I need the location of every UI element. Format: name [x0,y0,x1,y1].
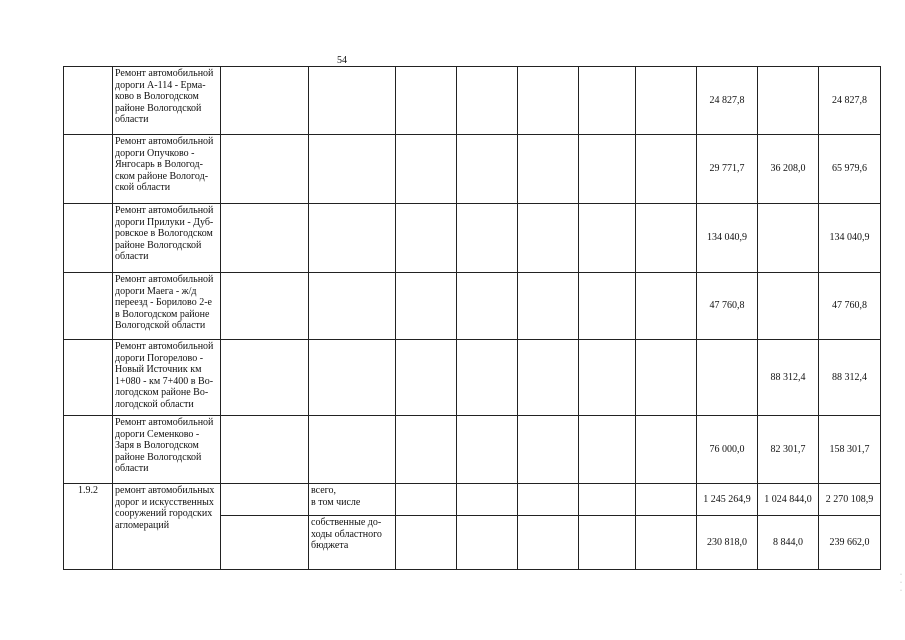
total-cell: 24 827,8 [819,67,881,135]
text-line: ково в Вологодском [115,91,199,102]
empty-cell [457,135,518,204]
text-line: области [115,114,149,125]
text-line: логодской области [115,398,194,410]
value-cell: 1 245 264,9 [697,484,758,516]
code-cell: 1.9.2 [64,484,113,570]
empty-cell [396,135,457,204]
total-cell: 158 301,7 [819,416,881,484]
text-line: области [115,463,149,474]
text-line: ходы областного [311,528,382,540]
value-cell: 134 040,9 [697,204,758,273]
table-row [64,204,881,273]
value-cell: 76 000,0 [697,416,758,484]
table-row [64,273,881,340]
empty-cell [636,273,697,340]
empty-cell [579,135,636,204]
total-cell: 65 979,6 [819,135,881,204]
text-line: дороги Маега - ж/д [115,285,197,297]
table-row [64,340,881,416]
margin-mark: · [900,588,902,594]
value-cell: 36 208,0 [758,135,819,204]
code-cell [64,340,113,416]
empty-cell [396,204,457,273]
object-name-cell [113,340,221,416]
text-line: области [115,251,149,262]
empty-cell [396,416,457,484]
empty-cell [518,67,579,135]
table-row [64,416,881,484]
empty-cell [636,340,697,416]
text-line: дороги Прилуки - Дуб- [115,216,214,228]
table-row [64,67,881,135]
empty-cell [309,67,396,135]
empty-cell [309,135,396,204]
empty-cell [309,416,396,484]
text-line: агломераций [115,519,170,531]
text-line: дороги Семенково - [115,428,200,440]
text-line: дороги Опучково - [115,147,195,159]
text-line: всего, [311,485,337,496]
budget-table [63,66,881,570]
object-name-cell [113,484,221,570]
total-cell: 134 040,9 [819,204,881,273]
text-line: в том числе [311,496,361,508]
object-name-cell [113,273,221,340]
empty-cell [221,416,309,484]
empty-cell [396,516,457,570]
text-line: переезд - Борилово 2-е [115,297,212,308]
text-line: районе Вологодской [115,102,202,114]
value-cell [758,204,819,273]
empty-cell [396,484,457,516]
code-cell [64,273,113,340]
text-line: ремонт автомобильных [115,485,215,496]
empty-cell [518,204,579,273]
value-cell: 88 312,4 [758,340,819,416]
table-row [64,135,881,204]
text-line: в Вологодском районе [115,308,210,320]
text-line: логодском районе Во- [115,387,209,398]
text-line: Новый Источник км [115,364,202,375]
text-line: собственные до- [311,517,382,528]
empty-cell [309,204,396,273]
value-cell [758,67,819,135]
total-cell: 2 270 108,9 [819,484,881,516]
empty-cell [457,67,518,135]
empty-cell [221,484,309,516]
object-name-cell [113,135,221,204]
text-line: сооружений городских [115,508,213,519]
value-cell: 47 760,8 [697,273,758,340]
value-cell: 230 818,0 [697,516,758,570]
text-line: Заря в Вологодском [115,440,199,451]
empty-cell [518,340,579,416]
text-line: Вологодской области [115,320,206,331]
empty-cell [221,135,309,204]
text-line: ской области [115,182,171,193]
text-line: бюджета [311,540,349,551]
text-line: 1+080 - км 7+400 в Во- [115,375,214,387]
text-line: Ремонт автомобильной [115,136,214,147]
source-cell [309,516,396,570]
empty-cell [221,516,309,570]
empty-cell [518,484,579,516]
empty-cell [636,135,697,204]
value-cell [758,273,819,340]
value-cell: 82 301,7 [758,416,819,484]
empty-cell [396,273,457,340]
margin-mark: · [900,572,902,578]
text-line: Янгосарь в Вологод- [115,159,203,170]
code-cell [64,135,113,204]
empty-cell [457,416,518,484]
empty-cell [518,516,579,570]
empty-cell [579,67,636,135]
value-cell [697,340,758,416]
value-cell: 24 827,8 [697,67,758,135]
text-line: районе Вологодской [115,451,202,463]
total-cell: 239 662,0 [819,516,881,570]
empty-cell [579,340,636,416]
empty-cell [518,273,579,340]
value-cell: 8 844,0 [758,516,819,570]
text-line: Ремонт автомобильной [115,68,214,79]
empty-cell [518,135,579,204]
object-name-cell [113,416,221,484]
empty-cell [579,204,636,273]
value-cell: 1 024 844,0 [758,484,819,516]
empty-cell [396,67,457,135]
total-cell: 47 760,8 [819,273,881,340]
text-line: Ремонт автомобильной [115,417,214,428]
text-line: дороги А-114 - Ерма- [115,79,206,91]
object-name-cell [113,67,221,135]
empty-cell [579,416,636,484]
empty-cell [221,273,309,340]
source-cell [309,484,396,516]
empty-cell [457,273,518,340]
empty-cell [579,484,636,516]
text-line: ском районе Вологод- [115,170,209,182]
text-line: Ремонт автомобильной [115,205,214,216]
empty-cell [636,484,697,516]
empty-cell [221,67,309,135]
margin-mark: · [900,580,902,586]
empty-cell [636,416,697,484]
text-line: ровское в Вологодском [115,228,213,239]
text-line: районе Вологодской [115,239,202,251]
empty-cell [636,204,697,273]
empty-cell [579,273,636,340]
text-line: Ремонт автомобильной [115,274,214,285]
page-number: 54 [337,55,347,66]
empty-cell [309,340,396,416]
code-cell [64,67,113,135]
table-row [64,484,881,516]
text-line: дороги Погорелово - [115,352,204,364]
object-name-cell [113,204,221,273]
empty-cell [457,204,518,273]
empty-cell [457,340,518,416]
empty-cell [221,204,309,273]
empty-cell [518,416,579,484]
empty-cell [457,516,518,570]
empty-cell [636,67,697,135]
text-line: дорог и искусственных [115,496,214,508]
empty-cell [636,516,697,570]
empty-cell [396,340,457,416]
empty-cell [457,484,518,516]
code-cell [64,416,113,484]
total-cell: 88 312,4 [819,340,881,416]
empty-cell [221,340,309,416]
empty-cell [579,516,636,570]
value-cell: 29 771,7 [697,135,758,204]
code-cell [64,204,113,273]
empty-cell [309,273,396,340]
text-line: Ремонт автомобильной [115,341,214,352]
